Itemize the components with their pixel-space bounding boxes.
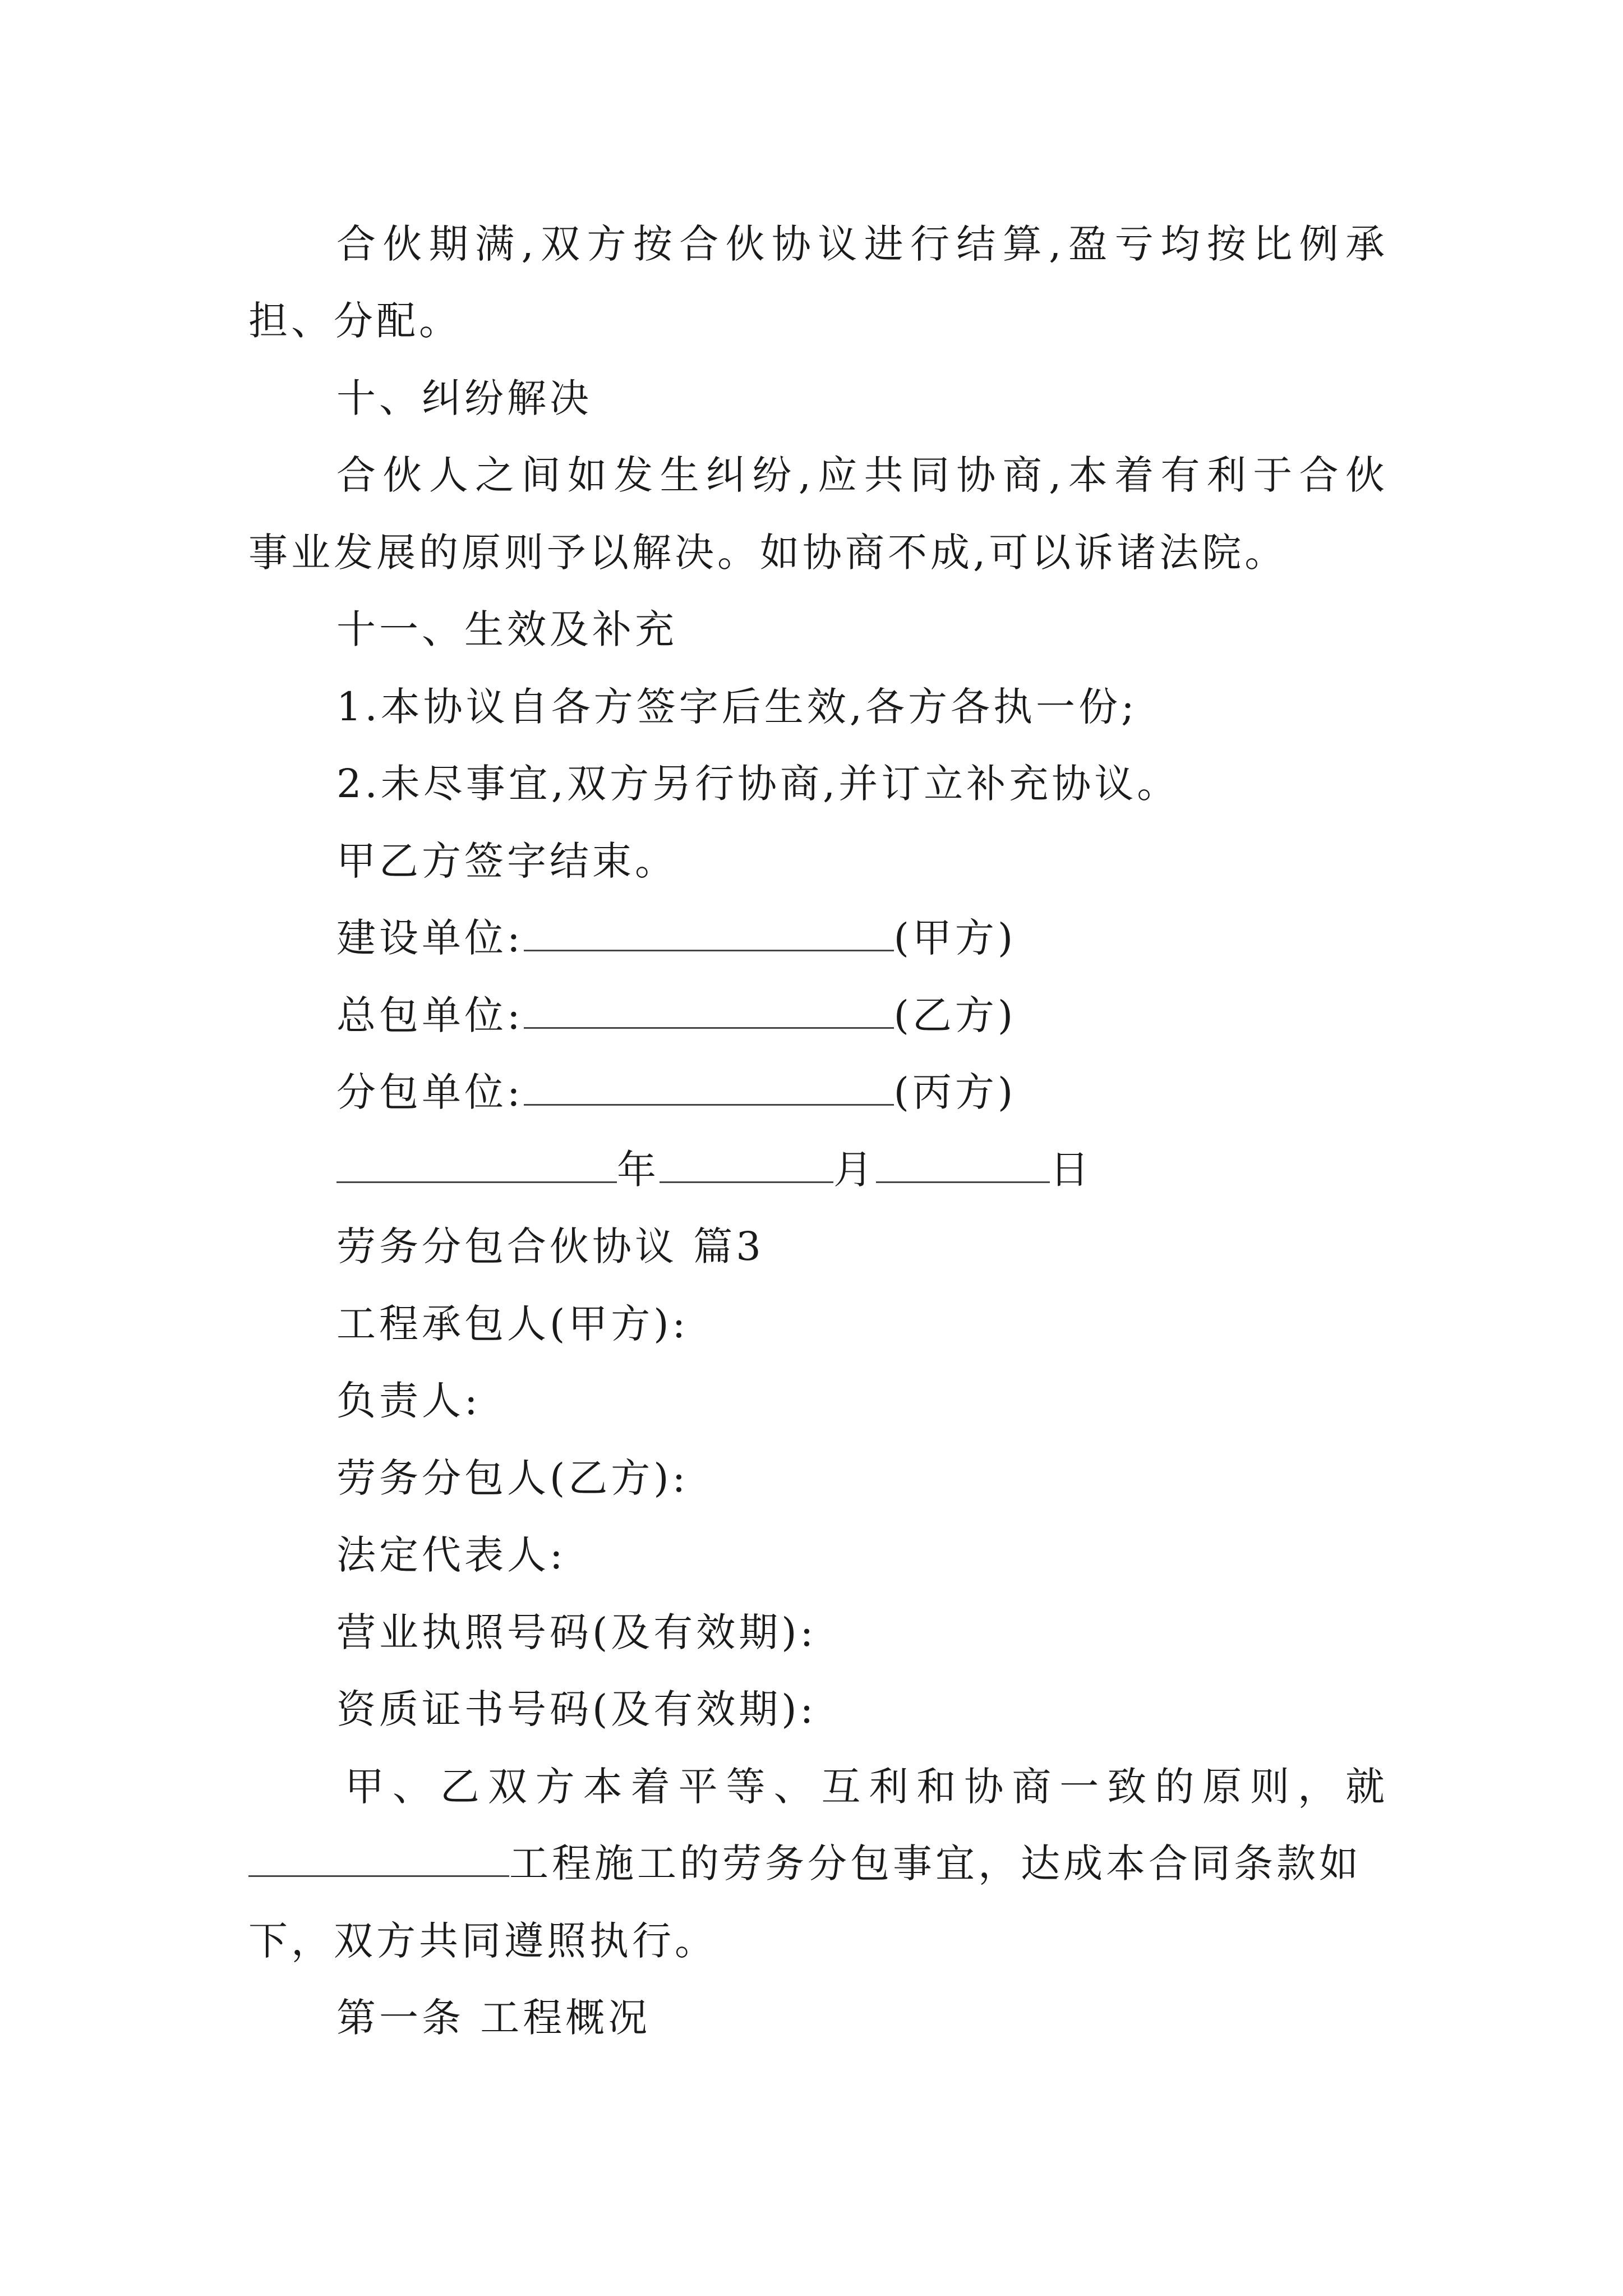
date-year-blank[interactable] bbox=[336, 1142, 617, 1183]
construction-unit-blank[interactable] bbox=[524, 910, 894, 951]
agreement-intro-line-2-text: 工程施工的劳务分包事宜，达成本合同条款如 bbox=[509, 1841, 1362, 1887]
date-line bbox=[336, 1142, 1388, 1203]
construction-unit-label: 建设单位: bbox=[336, 915, 524, 961]
date-month-label: 月 bbox=[833, 1147, 876, 1193]
date-day-blank[interactable] bbox=[876, 1142, 1050, 1183]
date-month-blank[interactable] bbox=[660, 1142, 833, 1183]
party-a-label: 工程承包人(甲方): bbox=[336, 1301, 689, 1347]
signature-line-construction-unit bbox=[336, 910, 1388, 972]
section-title-agreement-3: 劳务分包合伙协议 篇3 bbox=[336, 1223, 764, 1269]
date-day-label: 日 bbox=[1050, 1147, 1092, 1193]
legal-representative-label: 法定代表人: bbox=[336, 1532, 566, 1578]
signature-line-subcontractor bbox=[336, 1064, 1388, 1126]
subcontractor-role: (丙方) bbox=[893, 1069, 1017, 1115]
signature-end-note: 甲乙方签字结束。 bbox=[336, 838, 677, 884]
qualification-certificate-label: 资质证书号码(及有效期): bbox=[336, 1686, 817, 1732]
general-contractor-role: (乙方) bbox=[893, 992, 1017, 1038]
article-1-heading: 第一条 工程概况 bbox=[336, 1995, 651, 2041]
date-year-label: 年 bbox=[617, 1147, 660, 1193]
clause-effect-2: 2.未尽事宜,双方另行协商,并订立补充协议。 bbox=[336, 761, 1180, 807]
business-license-label: 营业执照号码(及有效期): bbox=[336, 1609, 817, 1655]
signature-line-general-contractor bbox=[336, 987, 1388, 1049]
subcontractor-blank[interactable] bbox=[524, 1065, 894, 1106]
party-b-label: 劳务分包人(乙方): bbox=[336, 1455, 689, 1501]
agreement-intro-line-1: 甲、乙双方本着平等、互利和协商一致的原则，就 bbox=[345, 1764, 1388, 1810]
project-name-blank[interactable] bbox=[248, 1836, 509, 1877]
paragraph-settlement-line-2: 担、分配。 bbox=[248, 298, 462, 344]
responsible-person-label: 负责人: bbox=[336, 1378, 481, 1424]
agreement-intro-line-3: 下，双方共同遵照执行。 bbox=[248, 1918, 717, 1964]
paragraph-dispute-line-1: 合伙人之间如发生纠纷,应共同协商,本着有利于合伙 bbox=[336, 452, 1388, 498]
subcontractor-label: 分包单位: bbox=[336, 1069, 524, 1115]
agreement-intro-line-2 bbox=[248, 1835, 1387, 1897]
construction-unit-role: (甲方) bbox=[893, 915, 1017, 961]
heading-effect-supplement: 十一、生效及补充 bbox=[336, 606, 677, 652]
paragraph-settlement-line-1: 合伙期满,双方按合伙协议进行结算,盈亏均按比例承 bbox=[336, 221, 1388, 267]
heading-dispute-resolution: 十、纠纷解决 bbox=[336, 375, 592, 421]
paragraph-dispute-line-2: 事业发展的原则予以解决。如协商不成,可以诉诸法院。 bbox=[248, 530, 1288, 576]
general-contractor-blank[interactable] bbox=[524, 988, 894, 1029]
clause-effect-1: 1.本协议自各方签字后生效,各方各执一份; bbox=[336, 684, 1138, 730]
general-contractor-label: 总包单位: bbox=[336, 992, 524, 1038]
